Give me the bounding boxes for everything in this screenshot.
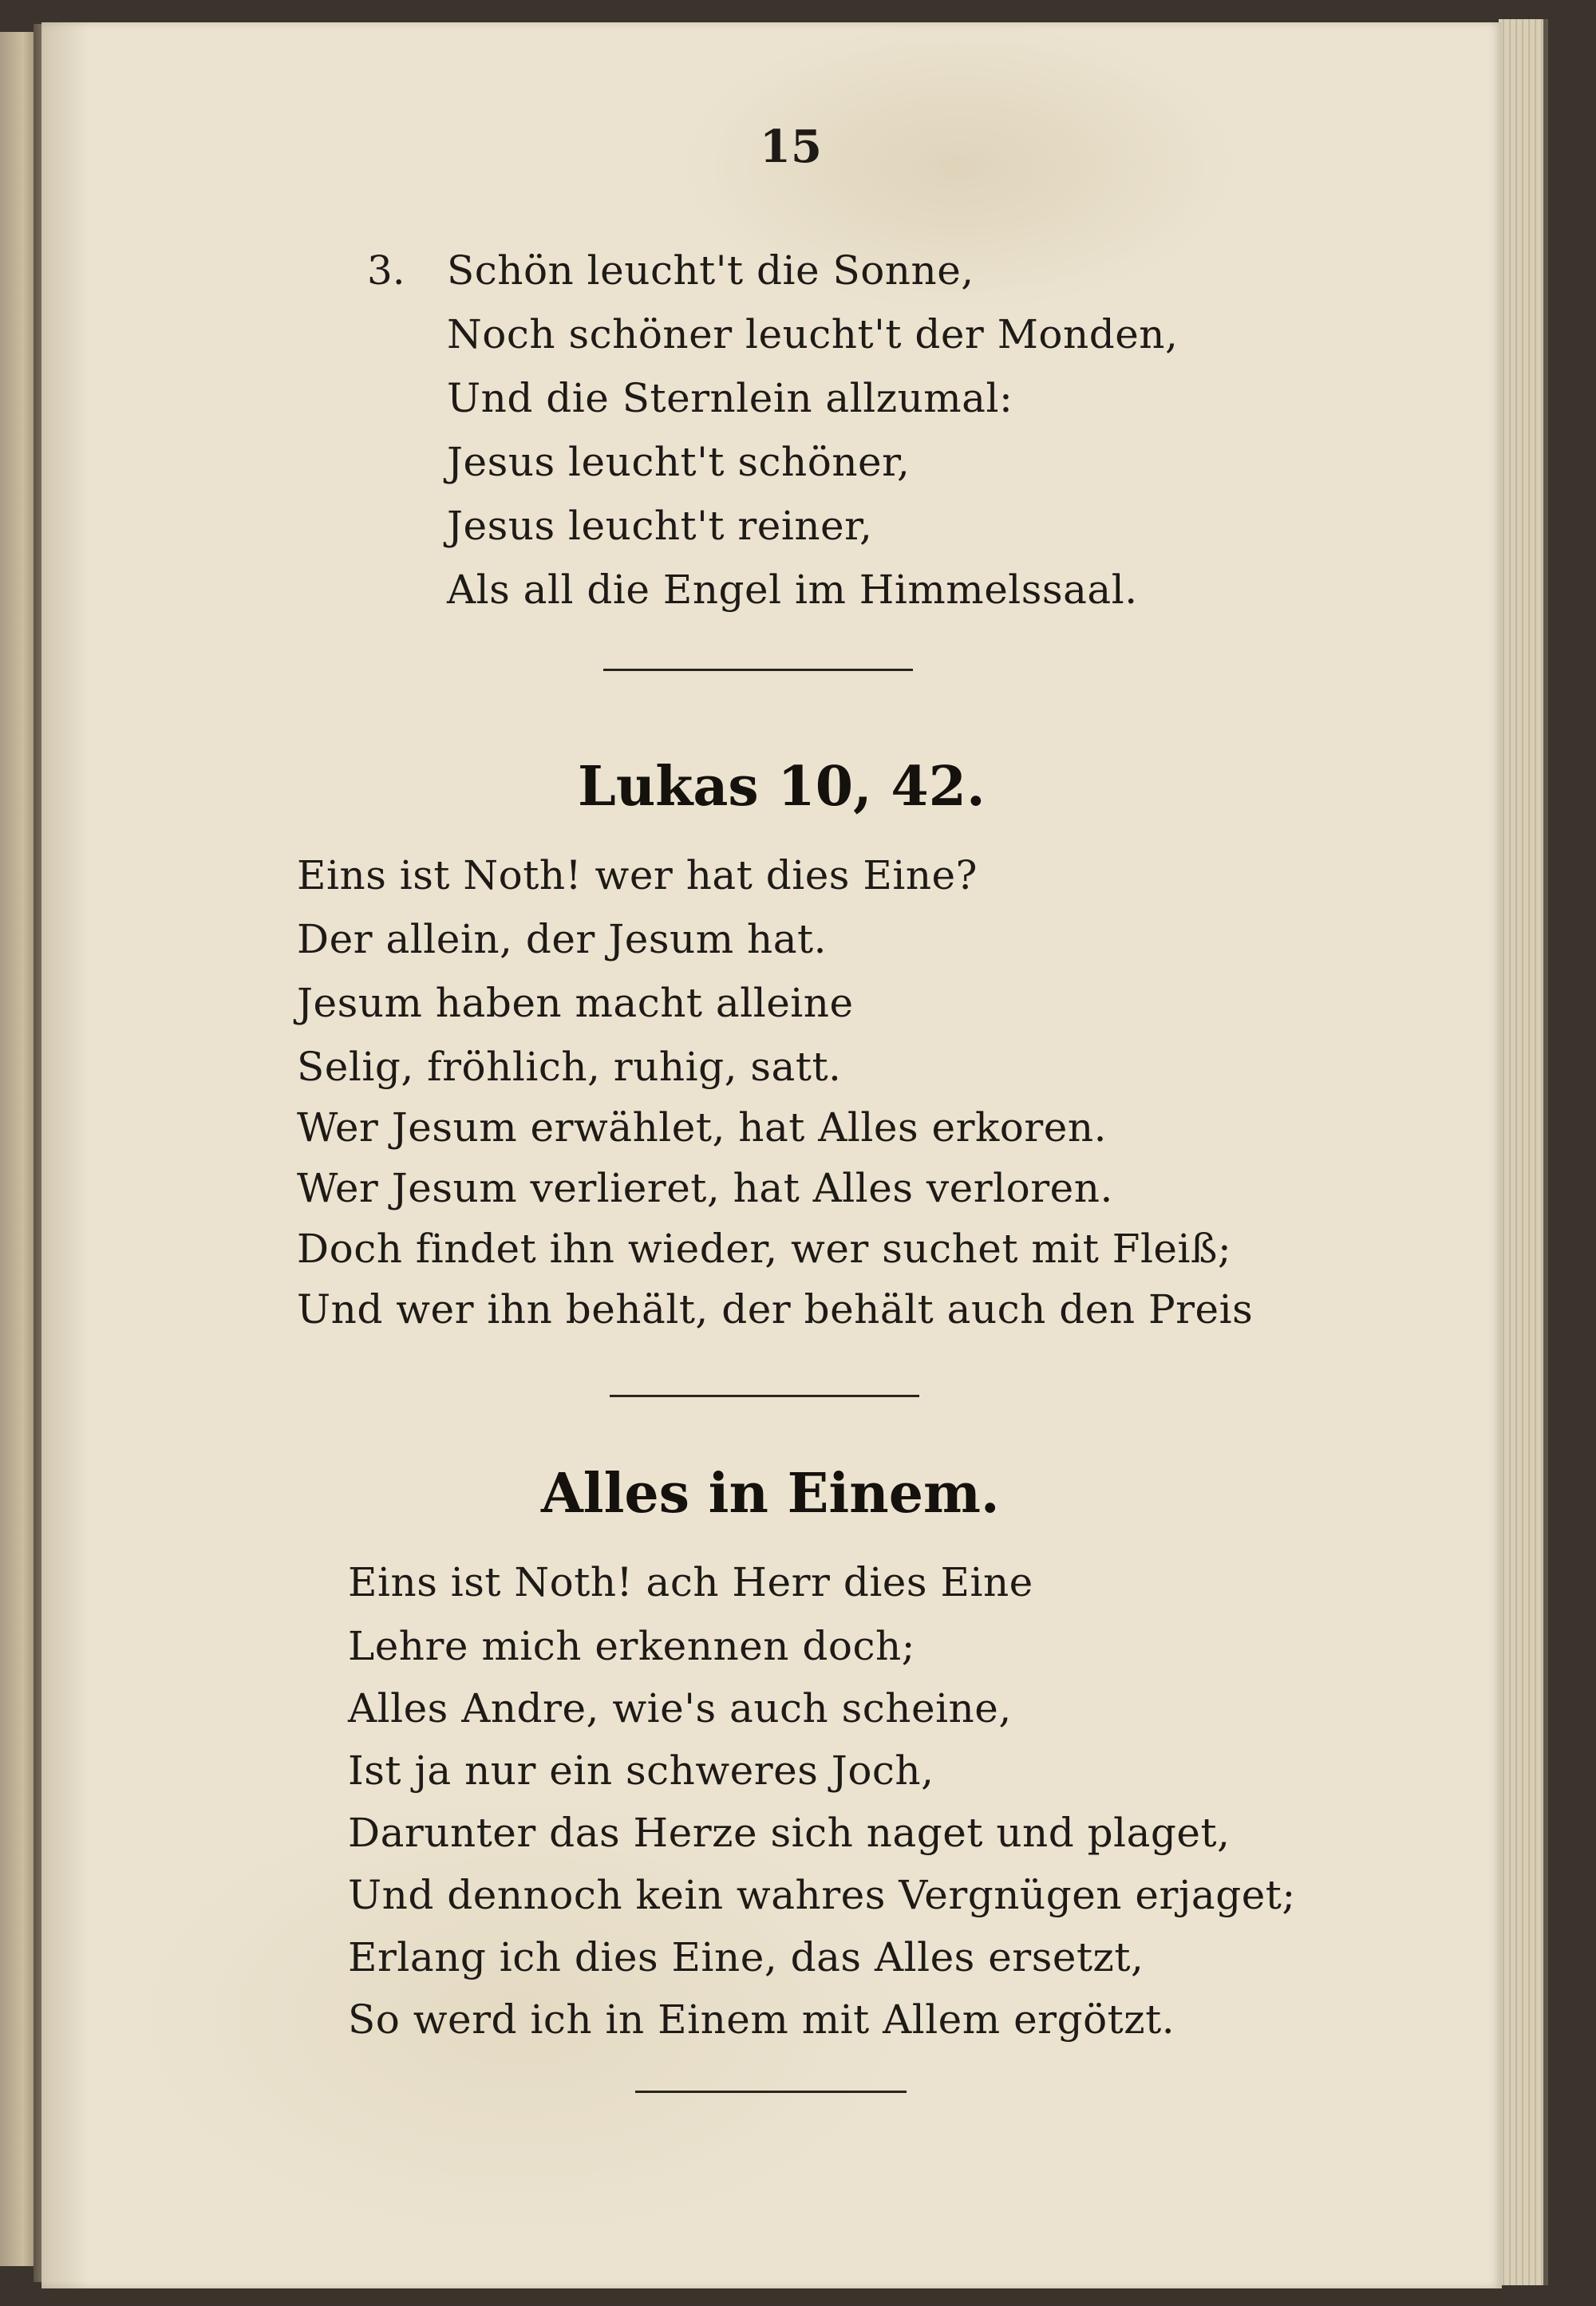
- page-number: 15: [760, 120, 822, 173]
- poem-line: Und wer ihn behält, der behält auch den Preis: [297, 1286, 1254, 1333]
- poem-line: Doch findet ihn wieder, wer suchet mit Fleiß;: [297, 1226, 1232, 1272]
- section-divider: [603, 669, 913, 671]
- facing-page-edge: [0, 32, 38, 2266]
- poem-line: Ist ja nur ein schweres Joch,: [348, 1747, 934, 1794]
- stanza-line: Und die Sternlein allzumal:: [447, 375, 1013, 421]
- poem-line: Der allein, der Jesum hat.: [297, 916, 828, 962]
- stanza-line: Jesus leucht't reiner,: [447, 503, 873, 549]
- section-divider: [635, 2091, 907, 2093]
- poem-line: Erlang ich dies Eine, das Alles ersetzt,: [348, 1934, 1144, 1980]
- poem-line: Jesum haben macht alleine: [297, 980, 854, 1026]
- poem-line: So werd ich in Einem mit Allem ergötzt.: [348, 1996, 1175, 2043]
- book-page: [41, 22, 1502, 2288]
- poem-line: Darunter das Herze sich naget und plaget,: [348, 1810, 1231, 1856]
- stanza-line: Schön leucht't die Sonne,: [447, 247, 974, 294]
- section-title: Lukas 10, 42.: [578, 755, 986, 819]
- stanza-line: Als all die Engel im Himmelssaal.: [447, 567, 1138, 613]
- poem-line: Wer Jesum verlieret, hat Alles verloren.: [297, 1165, 1113, 1211]
- poem-line: Wer Jesum erwählet, hat Alles erkoren.: [297, 1104, 1107, 1151]
- section-divider: [610, 1395, 919, 1397]
- poem-line: Selig, fröhlich, ruhig, satt.: [297, 1044, 842, 1090]
- stanza-line: Noch schöner leucht't der Monden,: [447, 311, 1179, 357]
- poem-line: Alles Andre, wie's auch scheine,: [348, 1685, 1012, 1731]
- page-stack-edge: [1499, 19, 1548, 2285]
- poem-line: Eins ist Noth! ach Herr dies Eine: [348, 1559, 1033, 1605]
- poem-line: Und dennoch kein wahres Vergnügen erjaget;: [348, 1872, 1296, 1918]
- verse-number: 3.: [367, 247, 405, 294]
- section-title: Alles in Einem.: [541, 1462, 1000, 1526]
- poem-line: Lehre mich erkennen doch;: [348, 1623, 916, 1669]
- poem-line: Eins ist Noth! wer hat dies Eine?: [297, 852, 978, 898]
- stanza-line: Jesus leucht't schöner,: [447, 439, 911, 485]
